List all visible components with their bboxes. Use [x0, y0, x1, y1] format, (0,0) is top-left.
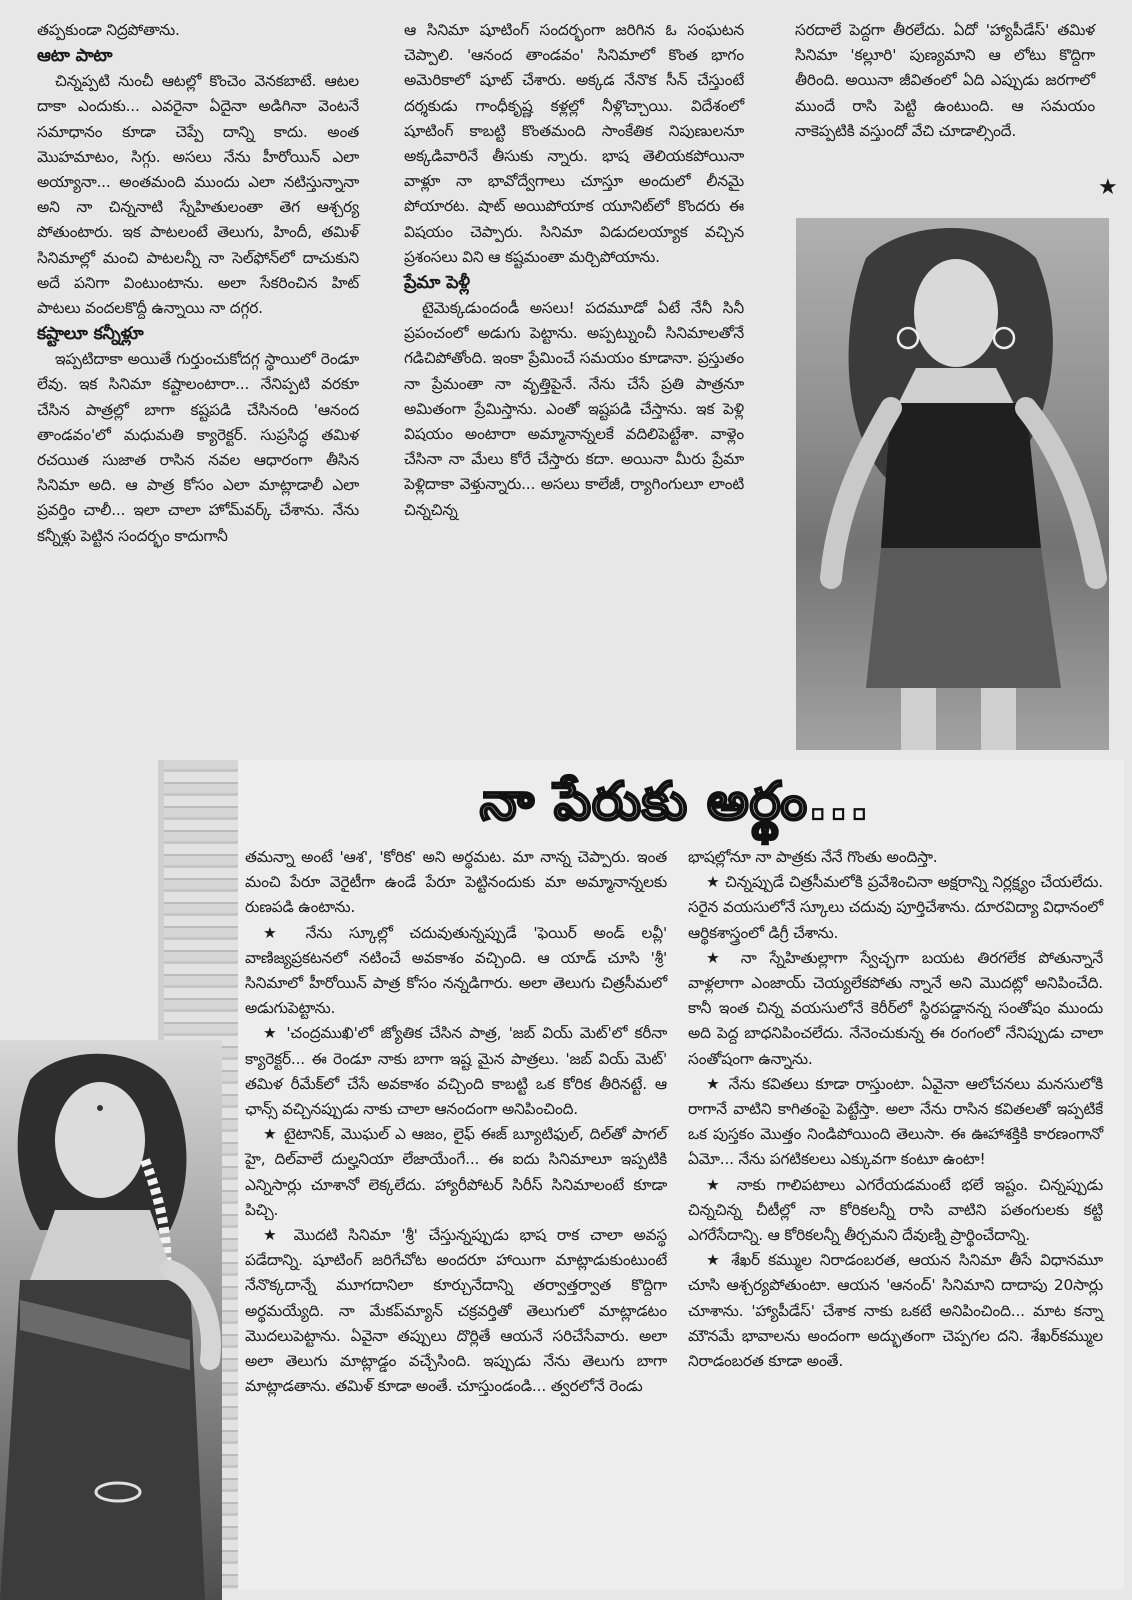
paragraph: ★ నేను స్కూల్లో చదువుతున్నప్పుడే 'ఫెయిర్ అండ్ లవ్లీ' వాణిజ్యప్రకటనలో నటించే అవకాశం వచ్చింది. ఆ యాడ్ చూసి 'శ్రీ' సినిమాలో హీరోయిన్ పాత్ర కోసం నన్నడిగారు. అలా తెలుగు చిత్రసీమలో అడుగుపెట్టాను.: [245, 923, 667, 1018]
paragraph: ★ నేను కవితలు కూడా రాస్తుంటా. ఏవైనా ఆలోచనలు మనసులోకి రాగానే వాటిని కాగితంపై పెట్టేస్తా. అలా నేను రాసిన కవితలతో ఇప్పటికే ఒక పుస్తకం మొత్తం నిండిపోయింది తెలుసా. ఈ ఊహాశక్తికి కారణంగానో ఏమో... నేను పగటికలలు ఎక్కువగా కంటూ ఉంటా!: [688, 1074, 1103, 1169]
paragraph: ★ చిన్నప్పుడే చిత్రసీమలోకి ప్రవేశించినా అక్షరాన్ని నిర్లక్ష్యం చేయలేదు. సరైన వయసులోనే స్కూలు చదువు పూర్తిచేశాను. దూరవిద్యా విధానంలో ఆర్థికశాస్త్రంలో డిగ్రీ చేశాను.: [688, 873, 1103, 942]
paragraph: తప్పకుండా నిద్రపోతాను.: [37, 21, 180, 39]
section-heading-aata-paata: ఆటా పాటా: [37, 46, 113, 67]
paragraph: ఆ సినిమా షూటింగ్ సందర్భంగా జరిగిన ఓ సంఘటన చెప్పాలి. 'ఆనంద తాండవం' సినిమాలో కొంత భాగం అమెరికాలో షూట్ చేశారు. అక్కడ నేనొక సీన్ చేస్తుంటే దర్శకుడు గాంధీకృష్ణ కళ్లల్లో నీళ్లొచ్చాయి. విదేశంలో షూటింగ్ కాబట్టి కొంతమంది సాంకేతిక నిపుణులనూ అక్కడివారినే తీసుకు న్నారు. భాష తెలియకపోయినా వాళ్లూ నా భావోద్వేగాలు చూస్తూ అందులో లీనమై పోయారట. షాట్ అయిపోయాక యూనిట్‌లో కొందరు ఈ విషయం చెప్పారు. సినిమా విడుదలయ్యాక వచ్చిన ప్రశంసలు విని ఆ కష్టమంతా మర్చిపోయాను.: [404, 21, 744, 266]
paragraph: ★ నాకు గాలిపటాలు ఎగరేయడమంటే భలే ఇష్టం. చిన్నప్పుడు చిన్నచిన్న చీటీల్లో నా కోరికలన్నీ రాసి వాటిని పతంగులకు కట్టి ఎగరేసేదాన్ని. ఆ కోరికలన్నీ తీర్చమని దేవుణ్ని ప్రార్థించేదాన్ని.: [688, 1175, 1103, 1245]
feature-title: నా పేరుకు అర్థం...: [479, 772, 871, 832]
actress-photo: [796, 218, 1109, 750]
paragraph: ★ శేఖర్ కమ్ముల నిరాడంబరత, ఆయన సినిమా తీసే విధానమూ చూసి ఆశ్చర్యపోతుంటా. ఆయన 'ఆనంద్' సినిమాని దాదాపు 20సార్లు చూశాను. 'హ్యాపీడేస్' చేశాక నాకు ఒకటే అనిపించింది... మాట కన్నా మౌనమే భావాలను అందంగా అద్భుతంగా చెప్పగల దని. శేఖర్‌కమ్ముల నిరాడంబరత కూడా అంతే.: [688, 1251, 1103, 1371]
paragraph: భాషల్లోనూ నా పాత్రకు నేనే గొంతు అందిస్తా.: [688, 848, 938, 866]
actress-saree-photo: [0, 1040, 222, 1600]
paragraph: తమన్నా అంటే 'ఆశ', 'కోరిక' అని అర్థమట. మా నాన్న చెప్పారు. ఇంత మంచి పేరూ వెరైటీగా ఉండే పేరూ పెట్టినందుకు మా అమ్మానాన్నలకు రుణపడి ఉంటాను.: [245, 848, 667, 917]
feature-column-1: [245, 845, 667, 1399]
paragraph: ★ మొదటి సినిమా 'శ్రీ' చేస్తున్నప్పుడు భాష రాక చాలా అవస్థ పడేదాన్ని. షూటింగ్ జరిగేచోట అందరూ హాయిగా మాట్లాడుకుంటుంటే నేనొక్కదాన్నే మూగదానిలా కూర్చునేదాన్ని తర్వాత్తర్వాత కొద్దిగా అర్థమయ్యేది. నా మేకప్‌మ్యాన్ చక్రవర్తితో తెలుగులో మాట్లాడటం మొదలుపెట్టాను. ఏవైనా తప్పులు దొర్లితే ఆయనే సరిచేసేవారు. అలా అలా తెలుగు మాట్లాడ్డం వచ్చేసింది. ఇప్పుడు నేను తెలుగు బాగా మాట్లాడతాను. తమిళ్ కూడా అంతే. చూస్తుండండి... త్వరలోనే రెండు: [245, 1226, 667, 1396]
paragraph: ★ 'చంద్రముఖి'లో జ్యోతిక చేసిన పాత్ర, 'జబ్ వియ్ మెట్'లో కరీనా క్యారెక్టర్... ఈ రెండూ నాకు బాగా ఇష్ట మైన పాత్రలు. 'జబ్ వియ్ మెట్' తమిళ రీమేక్‌లో చేసే అవకాశం వచ్చింది కాబట్టి ఒక కోరిక తీరినట్టే. ఆ ఛాన్స్ వచ్చినప్పుడు నాకు చాలా ఆనందంగా అనిపించింది.: [245, 1024, 667, 1119]
paragraph: ★ నా స్నేహితుల్లాగా స్వేచ్ఛగా బయట తిరగలేక పోతున్నానే వాళ్లలాగా ఎంజాయ్ చెయ్యలేకపోతు న్నానే అని మొదట్లో అనిపించేది. కానీ ఇంత చిన్న వయసులోనే కెరీర్‌లో స్థిరపడ్డానన్న సంతోషం ముందు అది పెద్ద బాధనిపించలేదు. నేనెంచుకున్న ఈ రంగంలో నేనిప్పుడు చాలా సంతోషంగా ఉన్నాను.: [688, 948, 1103, 1068]
article-column-3: [795, 18, 1095, 144]
feature-column-2: [688, 845, 1103, 1374]
article-column-2: [404, 18, 744, 523]
article-column-1: [37, 18, 359, 549]
section-heading-kashtalu: కష్టాలూ కన్నీళ్లూ: [37, 324, 144, 345]
paragraph: సరదాలే పెద్దగా తీరలేదు. ఏదో 'హ్యాపీడేస్' తమిళ సినిమా 'కల్లూరి' పుణ్యమాని ఆ లోటు కొద్దిగా తీరింది. అయినా జీవితంలో ఏది ఎప్పుడు జరగాలో ముందే రాసి పెట్టి ఉంటుంది. ఆ సమయం నాకెప్పటికి వస్తుందో వేచి చూడాల్సిందే.: [795, 21, 1095, 140]
paragraph: ఇప్పటిదాకా అయితే గుర్తుంచుకోదగ్గ స్థాయిలో రెండూ లేవు. ఇక సినిమా కష్టాలంటారా... నేనిప్పటి వరకూ చేసిన పాత్రల్లో బాగా కష్టపడి చేసినంది 'ఆనంద తాండవం'లో మధుమతి క్యారెక్టర్. సుప్రసిద్ధ తమిళ రచయిత సుజాత రాసిన నవల ఆధారంగా తీసిన సినిమా అది. ఆ పాత్ర కోసం ఎలా మాట్లాడాలీ ఎలా ప్రవర్తిం చాలీ... ఇలా చాలా హోమ్‌వర్క్ చేశాను. నేను కన్నీళ్లు పెట్టిన సందర్భం కాదుగానీ: [37, 350, 359, 545]
paragraph: టైమెక్కడుందండీ అసలు! పదమూడో ఏటే నేనీ సినీ ప్రపంచంలో అడుగు పెట్టాను. అప్పట్నుంచీ సినిమాలతోనే గడిచిపోతోంది. ఇంకా ప్రేమించే సమయం కూడానా. ప్రస్తుతం నా ప్రేమంతా నా వృత్తిపైనే. నేను చేసే ప్రతి పాత్రనూ అమితంగా ప్రేమిస్తాను. ఎంతో ఇష్టపడి చేస్తాను. ఇక పెళ్లి విషయం అంటారా అమ్మానాన్నలకే వదిలిపెట్టేశా. వాళ్లెం చేసినా నా మేలు కోరే చేస్తారు కదా. అయినా మీరు ప్రేమా పెళ్లిదాకా వెళ్తున్నారు... అసలు కాలేజీ, ర్యాగింగులూ లాంటి చిన్నచిన్న: [404, 299, 744, 519]
end-star-icon: ★: [1098, 175, 1118, 200]
actress-saree-illustration: [0, 1040, 222, 1600]
section-heading-prema-pelli: ప్రేమా పెళ్లీ: [404, 273, 470, 294]
actress-photo-illustration: [796, 218, 1109, 750]
paragraph: ★ టైటానిక్, మొఘల్ ఎ ఆజం, లైఫ్ ఈజ్ బ్యూటిఫుల్, దిల్‌తో పాగల్ హై, దిల్‌వాలే దుల్హనియా లేజాయేంగే... ఈ ఐదు సినిమాలూ ఇప్పటికి ఎన్నిసార్లు చూశానో లెక్కలేదు. హ్యారీపోటర్ సిరీస్ సినిమాలంటే కూడా పిచ్చి.: [245, 1125, 667, 1219]
paragraph: చిన్నప్పటి నుంచీ ఆటల్లో కొంచెం వెనకబాటే. ఆటల దాకా ఎందుకు... ఎవరైనా ఏదైనా అడిగినా వెంటనే సమాధానం కూడా చెప్పే దాన్ని కాదు. అంత మొహమాటం, సిగ్గు. అసలు నేను హీరోయిన్ ఎలా అయ్యానా... అంతమంది ముందు ఎలా నటిస్తున్నానా అని నా చిన్ననాటి స్నేహితులంతా తెగ ఆశ్చర్య పోతుంటారు. ఇక పాటలంటే తెలుగు, హిందీ, తమిళ్ సినిమాల్లో మంచి పాటలన్నీ నా సెల్‌ఫోన్‌లో దాచుకుని అదే పనిగా వింటుంటాను. అలా సేకరించిన హిట్ పాటలు వందలకొద్దీ ఉన్నాయి నా దగ్గర.: [37, 72, 359, 318]
